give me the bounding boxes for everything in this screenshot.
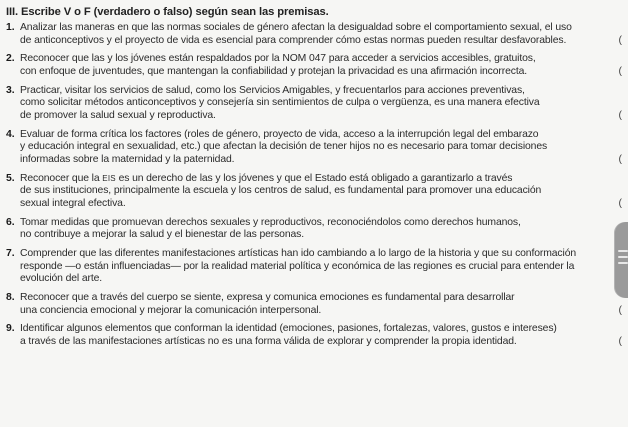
premise-line: Reconocer que a través del cuerpo se siente, expresa y comunica emociones es fundamental para desarrollar	[20, 292, 515, 303]
premise-number: 5.	[6, 172, 15, 184]
answer-blank[interactable]: (	[618, 335, 622, 347]
premise-item-4	[0, 129, 628, 167]
section-title: III. Escribe V o F (verdadero o falso) según sean las premisas.	[6, 6, 329, 18]
premise-line: a través de las manifestaciones artísticas no es una forma válida de explorar y comprender la propia identidad.	[20, 335, 517, 347]
premise-line: una conciencia emocional y mejorar la comunicación interpersonal.	[20, 304, 322, 316]
premise-number: 3.	[6, 84, 15, 96]
premise-text	[20, 129, 605, 167]
premise-line: de sus instituciones, principalmente la escuela y los centros de salud, es fundamental para promover una educación	[20, 185, 542, 197]
premise-line: Comprender que las diferentes manifestaciones artísticas han ido cambiando a lo largo de la historia y que su conformación	[20, 248, 577, 260]
premise-number: 7.	[6, 248, 15, 260]
premise-text	[20, 173, 605, 211]
premise-line: Identificar algunos elementos que conforman la identidad (emociones, pasiones, fortalezas, valores, gustos e intereses)	[20, 323, 557, 335]
premise-text	[20, 85, 605, 123]
answer-blank[interactable]: (	[618, 304, 622, 316]
answer-blank[interactable]: (	[618, 34, 622, 46]
premise-line: responde —o están influenciadas— por la realidad material política y económica de las regiones es crucial para entender la	[20, 260, 575, 272]
premise-line: como solicitar métodos anticonceptivos y consejería sin sentimientos de culpa o vergüenza, es una manera efectiva	[20, 97, 540, 109]
premise-item-7	[0, 248, 628, 286]
premise-number: 1.	[6, 22, 15, 33]
premise-number: 8.	[6, 292, 15, 303]
premise-line: no contribuye a mejorar la salud y el bienestar de las personas.	[20, 229, 304, 241]
premise-number: 4.	[6, 128, 15, 140]
premise-line: Evaluar de forma crítica los factores (roles de género, proyecto de vida, acceso a la interrupción legal del embarazo	[20, 128, 539, 140]
premise-text	[20, 217, 605, 242]
premise-text	[20, 248, 605, 286]
premise-item-3	[0, 85, 628, 123]
premise-line: informadas sobre la maternidad y la paternidad.	[20, 153, 235, 165]
premise-item-5	[0, 173, 628, 211]
premise-item-6	[0, 217, 628, 242]
eis-abbreviation: EIS	[102, 173, 116, 183]
premise-line: sexual integral efectiva.	[20, 197, 126, 209]
premise-item-2	[0, 53, 628, 78]
premise-line: y educación integral en sexualidad, etc.) que afectan la decisión de tener hijos no es necesario para tomar decisiones	[20, 141, 548, 153]
premise-line: de anticonceptivos y el proyecto de vida es esencial para comprender cómo estas normas pueden resultar desfavorables.	[20, 34, 567, 46]
premise-line: Reconocer que las y los jóvenes están respaldados por la NOM 047 para acceder a servicios accesibles, gratuitos,	[20, 53, 536, 65]
premise-text	[20, 323, 605, 348]
premise-line: Practicar, visitar los servicios de salud, como los Servicios Amigables, y frecuentarlos para acciones preventivas,	[20, 84, 525, 96]
premise-line: con enfoque de juventudes, que mantengan la confiabilidad y protejan la privacidad es una afirmación incorrecta.	[20, 65, 528, 77]
premise-line: Analizar las maneras en que las normas sociales de género afectan la desigualdad sobre el comportamiento sexual, el uso	[20, 22, 572, 33]
answer-blank[interactable]: (	[618, 109, 622, 121]
answer-blank[interactable]: (	[618, 197, 622, 209]
premise-number: 9.	[6, 323, 15, 335]
premise-item-1	[0, 22, 628, 47]
premise-item-8	[0, 292, 628, 317]
premise-item-9	[0, 323, 628, 348]
premise-line	[20, 173, 605, 186]
premise-text	[20, 292, 605, 317]
answer-blank[interactable]: (	[618, 65, 622, 77]
premises-list	[0, 22, 628, 355]
premise-line-start: Reconocer que la	[20, 172, 103, 184]
premise-number: 6.	[6, 216, 15, 228]
premise-number: 2.	[6, 53, 15, 65]
premise-line-end: es un derecho de las y los jóvenes y que el Estado está obligado a garantizarlo a través	[115, 172, 513, 184]
premise-line: de promover la salud sexual y reproductiva.	[20, 109, 216, 121]
answer-blank[interactable]: (	[618, 153, 622, 165]
side-drawer-handle[interactable]	[614, 222, 628, 298]
premise-line: Tomar medidas que promuevan derechos sexuales y reproductivos, reconociéndolos como derechos humanos,	[20, 216, 521, 228]
grip-icon	[618, 250, 628, 266]
premise-line: evolución del arte.	[20, 273, 103, 285]
premise-text	[20, 22, 605, 47]
premise-text	[20, 53, 605, 78]
